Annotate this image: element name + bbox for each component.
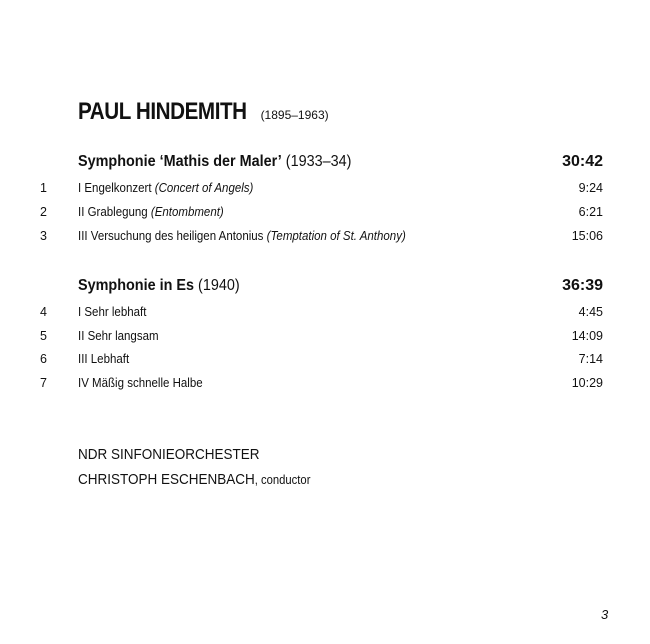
- track-title: III Versuchung des heiligen Antonius (Temptation of St. Anthony): [78, 229, 406, 243]
- work-name: Symphonie ‘Mathis der Maler’: [78, 153, 282, 170]
- track-duration: 14:09: [571, 329, 603, 343]
- track-duration: 9:24: [578, 181, 603, 195]
- work-title: [78, 153, 351, 171]
- composer-dates: (1895–1963): [260, 108, 329, 122]
- track-row: [0, 352, 650, 370]
- composer-heading: [78, 98, 329, 126]
- track-duration: 6:21: [578, 205, 603, 219]
- track-number: 3: [40, 229, 47, 243]
- track-number: 1: [40, 181, 47, 195]
- track-subtitle: (Temptation of St. Anthony): [266, 229, 406, 243]
- track-subtitle: (Concert of Angels): [154, 181, 254, 195]
- track-title: III Lebhaft: [78, 352, 130, 366]
- track-number: 6: [40, 352, 47, 366]
- track-row: [0, 376, 650, 394]
- conductor-name: CHRISTOPH ESCHENBACH: [78, 471, 255, 488]
- track-row: [0, 329, 650, 347]
- track-title: IV Mäßig schnelle Halbe: [78, 376, 203, 390]
- work-name: Symphonie in Es: [78, 277, 195, 294]
- track-title: I Sehr lebhaft: [78, 305, 147, 319]
- track-duration: 4:45: [578, 305, 603, 319]
- conductor-role: , conductor: [254, 473, 311, 487]
- work-year: (1933–34): [285, 153, 352, 170]
- track-number: 5: [40, 329, 47, 343]
- track-duration: 7:14: [578, 352, 603, 366]
- work-year: (1940): [198, 277, 240, 294]
- performer-credits: [78, 442, 336, 493]
- track-number: 7: [40, 376, 47, 390]
- track-row: [0, 181, 650, 199]
- track-number: 4: [40, 305, 47, 319]
- track-title: II Grablegung (Entombment): [78, 205, 224, 219]
- track-row: [0, 305, 650, 323]
- orchestra-name: NDR SINFONIEORCHESTER: [78, 446, 260, 463]
- track-duration: 10:29: [571, 376, 603, 390]
- work-title: [78, 277, 240, 295]
- track-row: [0, 205, 650, 223]
- track-title: II Sehr langsam: [78, 329, 159, 343]
- track-row: [0, 229, 650, 247]
- track-subtitle: (Entombment): [150, 205, 224, 219]
- composer-name: PAUL HINDEMITH: [78, 98, 247, 125]
- page-number: 3: [601, 607, 609, 622]
- work-heading-mathis: [78, 153, 603, 175]
- work-duration: 30:42: [562, 153, 603, 170]
- track-title: I Engelkonzert (Concert of Angels): [78, 181, 254, 195]
- track-number: 2: [40, 205, 47, 219]
- work-duration: 36:39: [562, 277, 603, 294]
- track-duration: 15:06: [571, 229, 603, 243]
- work-heading-es: [78, 277, 603, 299]
- conductor-line: [78, 467, 310, 493]
